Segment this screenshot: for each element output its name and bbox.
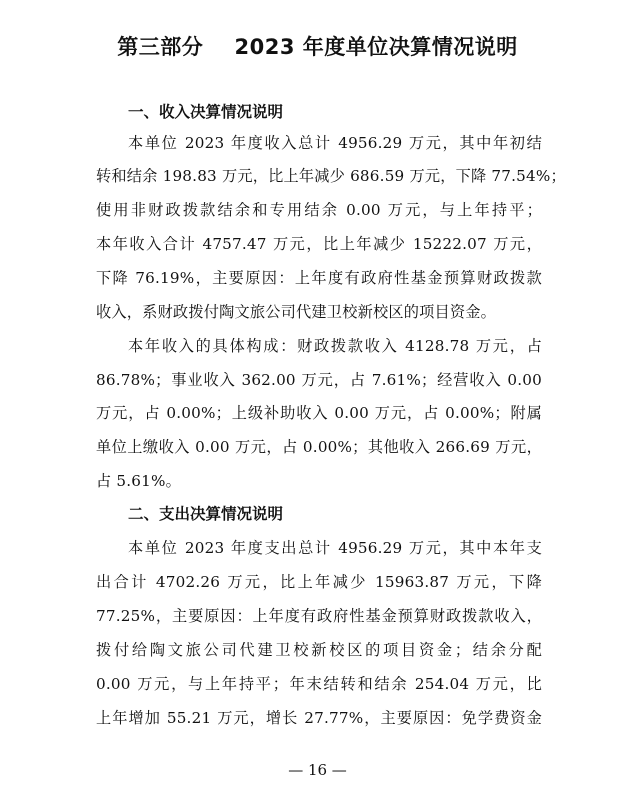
paragraph-line: 转和结余 198.83 万元，比上年减少 686.59 万元，下降 77.54%； [96,167,566,185]
paragraph-line: 77.25%，主要原因：上年度有政府性基金预算财政拨款收入， [96,607,542,625]
paragraph-line: 占 5.61%。 [96,472,182,490]
paragraph-line: 拨付给陶文旅公司代建卫校新校区的项目资金；结余分配 [96,641,542,659]
paragraph-line: 本单位 2023 年度支出总计 4956.29 万元，其中本年支 [128,539,542,557]
paragraph-line: 出合计 4702.26 万元，比上年减少 15963.87 万元，下降 [96,573,542,591]
section-heading-expenditure: 二、支出决算情况说明 [128,505,284,523]
paragraph-line: 上年增加 55.21 万元，增长 27.77%，主要原因：免学费资金 [96,709,542,727]
paragraph-line: 本单位 2023 年度收入总计 4956.29 万元，其中年初结 [128,134,542,152]
paragraph-line: 86.78%；事业收入 362.00 万元，占 7.61%；经营收入 0.00 [96,371,542,389]
paragraph-line: 单位上缴收入 0.00 万元，占 0.00%；其他收入 266.69 万元， [96,438,542,456]
paragraph-line: 收入，系财政拨付陶文旅公司代建卫校新校区的项目资金。 [96,303,497,321]
paragraph-line: 本年收入的具体构成：财政拨款收入 4128.78 万元，占 [128,337,542,355]
paragraph-line: 使用非财政拨款结余和专用结余 0.00 万元，与上年持平； [96,201,542,219]
section-heading-income: 一、收入决算情况说明 [128,103,284,121]
page-number: — 16 — [288,761,347,779]
paragraph-line: 本年收入合计 4757.47 万元，比上年减少 15222.07 万元， [96,235,542,253]
paragraph-line: 0.00 万元，与上年持平；年末结转和结余 254.04 万元，比 [96,675,542,693]
page-title: 第三部分 2023 年度单位决算情况说明 [117,35,518,59]
paragraph-line: 下降 76.19%，主要原因：上年度有政府性基金预算财政拨款 [96,269,542,287]
paragraph-line: 万元，占 0.00%；上级补助收入 0.00 万元，占 0.00%；附属 [96,404,542,422]
